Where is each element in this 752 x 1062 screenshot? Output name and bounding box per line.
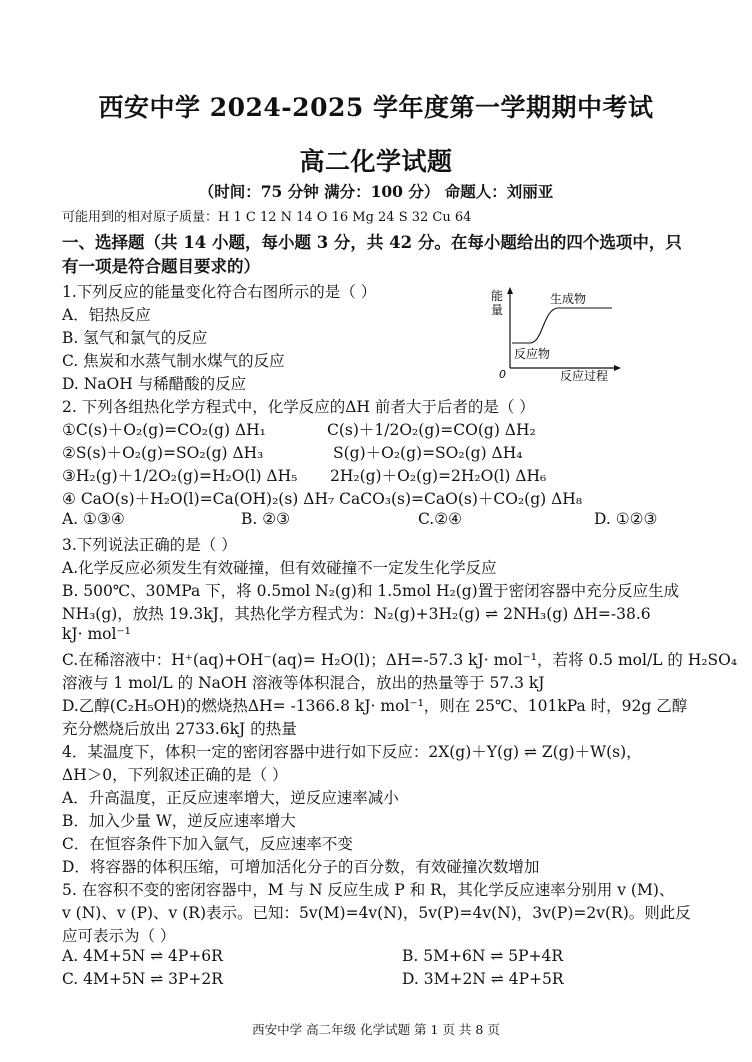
q3-option-b-line3: kJ· mol⁻¹ [62,625,131,643]
energy-y-arrow [507,287,513,294]
exam-title: 西安中学 2024-2025 学年度第一学期期中考试 [98,93,654,122]
q5-option-b: B. 5M+6N ⇌ 5P+4R [402,947,564,965]
section-heading-line1: 一、选择题（共 14 小题，每小题 3 分，共 42 分。在每小题给出的四个选项中，只 [62,233,682,252]
q2-row3-left: ③H₂(g)＋1/2O₂(g)=H₂O(l) ΔH₅ [62,467,298,485]
page-footer: 西安中学 高二年级 化学试题 第 1 页 共 8 页 [252,1022,500,1037]
q3-option-d-line2: 充分燃烧后放出 2733.6kJ 的热量 [62,720,297,738]
energy-reactant-label: 反应物 [514,347,551,361]
energy-x-arrow [614,365,621,371]
exam-subtitle: 高二化学试题 [299,147,453,176]
q1-option-b: B. 氢气和氯气的反应 [62,329,208,347]
q4-option-a: A．升高温度，正反应速率增大，逆反应速率减小 [62,789,399,807]
energy-product-label: 生成物 [550,292,587,306]
q3-stem: 3.下列说法正确的是（ ） [62,536,237,554]
q2-option-c: C.②④ [418,510,463,528]
q1-stem: 1.下列反应的能量变化符合右图所示的是（ ） [62,283,377,301]
q2-option-a: A. ①③④ [62,510,125,528]
q2-stem: 2. 下列各组热化学方程式中，化学反应的ΔH 前者大于后者的是（ ） [62,398,535,416]
q5-stem-line3: 应可表示为（ ） [62,927,176,945]
q5-option-d: D. 3M+2N ⇌ 4P+5R [402,970,564,988]
q2-option-b: B. ②③ [241,510,291,528]
q5-option-c: C. 4M+5N ⇌ 3P+2R [62,970,223,988]
energy-y-label-2: 量 [491,303,504,317]
q2-row2-right: S(g)＋O₂(g)=SO₂(g) ΔH₄ [333,444,523,462]
q4-option-c: C．在恒容条件下加入氩气，反应速率不变 [62,835,353,853]
section-heading-line2: 有一项是符合题目要求的） [62,257,260,276]
q2-row4: ④ CaO(s)＋H₂O(l)=Ca(OH)₂(s) ΔH₇ CaCO₃(s)=CaO(s)＋CO₂(g) ΔH₈ [62,490,583,508]
q5-stem-line1: 5. 在容积不变的密闭容器中，M 与 N 反应生成 P 和 R，其化学反应速率分别用 v (M)、 [62,881,675,899]
q3-option-b-line1: B. 500℃、30MPa 下，将 0.5mol N₂(g)和 1.5mol H₂(g)置于密闭容器中充分反应生成 [62,582,680,600]
q4-stem-line2: ΔH＞0，下列叙述正确的是（ ） [62,766,288,784]
q2-row2-left: ②S(s)＋O₂(g)=SO₂(g) ΔH₃ [62,444,264,462]
energy-diagram [488,286,624,382]
energy-origin: 0 [499,368,506,381]
q3-option-b-line2: NH₃(g)，放热 19.3kJ，其热化学方程式为：N₂(g)+3H₂(g) ⇌ 2NH₃(g) ΔH=-38.6 [62,605,651,623]
q3-option-a: A.化学反应必须发生有效碰撞，但有效碰撞不一定发生化学反应 [62,559,497,577]
energy-x-label: 反应过程 [560,369,609,382]
q4-stem-line1: 4．某温度下，体积一定的密闭容器中进行如下反应：2X(g)＋Y(g) ⇌ Z(g)＋W(s)， [62,743,642,761]
q2-row1-left: ①C(s)＋O₂(g)=CO₂(g) ΔH₁ [62,421,266,439]
q3-option-c-line2: 溶液与 1 mol/L 的 NaOH 溶液等体积混合，放出的热量等于 57.3 kJ [62,674,545,692]
q2-row1-right: C(s)＋1/2O₂(g)=CO(g) ΔH₂ [327,421,536,439]
exam-meta: （时间：75 分钟 满分：100 分） 命题人：刘丽亚 [198,182,554,201]
energy-curve [512,308,612,343]
q1-option-c: C. 焦炭和水蒸气制水煤气的反应 [62,352,285,370]
q5-option-a: A. 4M+5N ⇌ 4P+6R [62,947,223,965]
q5-stem-line2: v (N)、v (P)、v (R)表示。已知：5v(M)=4v(N)，5v(P)=4v(N)，3v(P)=2v(R)。则此反 [62,904,691,922]
energy-y-label-1: 能 [491,289,504,303]
q4-option-d: D．将容器的体积压缩，可增加活化分子的百分数，有效碰撞次数增加 [62,858,540,876]
q2-row3-right: 2H₂(g)＋O₂(g)=2H₂O(l) ΔH₆ [330,467,547,485]
q3-option-c-line1: C.在稀溶液中：H⁺(aq)+OH⁻(aq)= H₂O(l)；ΔH=-57.3 kJ· mol⁻¹，若将 0.5 mol/L 的 H₂SO₄ [62,651,738,669]
q4-option-b: B．加入少量 W，逆反应速率增大 [62,812,296,830]
atomic-masses: 可能用到的相对原子质量：H 1 C 12 N 14 O 16 Mg 24 S 32 Cu 64 [62,210,472,225]
q1-option-d: D. NaOH 与稀醋酸的反应 [62,375,247,393]
q1-option-a: A．铝热反应 [62,306,151,324]
q3-option-d-line1: D.乙醇(C₂H₅OH)的燃烧热ΔH= -1366.8 kJ· mol⁻¹，则在 25℃、101kPa 时，92g 乙醇 [62,697,688,715]
q2-option-d: D. ①②③ [594,510,658,528]
